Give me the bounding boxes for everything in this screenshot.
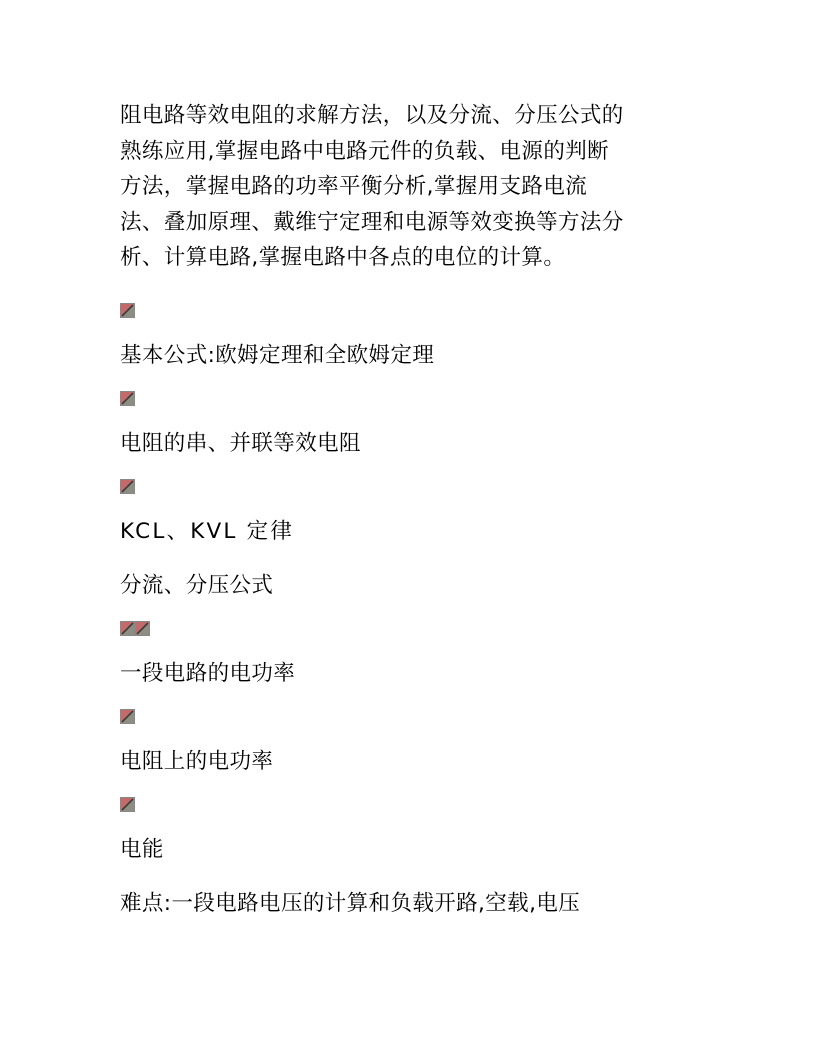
broken-image-icon <box>120 709 135 724</box>
energy-line: 电能 <box>120 837 164 862</box>
broken-image-icon <box>120 479 135 494</box>
image-placeholder-row <box>120 391 135 407</box>
broken-image-icon <box>120 621 135 636</box>
intro-line-1: 阻电路等效电阻的求解方法，以及分流、分压公式的 <box>120 103 624 128</box>
intro-line-2: 熟练应用,掌握电路中电路元件的负载、电源的判断 <box>120 138 610 164</box>
intro-line-5: 析、计算电路,掌握电路中各点的电位的计算。 <box>120 245 566 270</box>
kcl-kvl-line <box>120 517 294 547</box>
broken-image-icon <box>120 391 135 406</box>
difficulty-line: 难点:一段电路电压的计算和负载开路,空载,电压 <box>120 891 581 916</box>
image-placeholder-row <box>120 479 135 495</box>
broken-image-icon <box>135 621 150 636</box>
broken-image-icon <box>120 797 135 812</box>
image-placeholder-row <box>120 709 135 725</box>
image-placeholder-row <box>120 797 135 813</box>
segment-power-line: 一段电路的电功率 <box>120 661 296 686</box>
broken-image-icon <box>120 303 135 318</box>
resistance-line: 电阻的串、并联等效电阻 <box>120 431 361 456</box>
resistor-power-line: 电阻上的电功率 <box>120 749 274 774</box>
intro-paragraph <box>120 98 700 276</box>
image-placeholder-row <box>120 303 135 319</box>
intro-line-4: 法、叠加原理、戴维宁定理和电源等效变换等方法分 <box>120 209 624 235</box>
divider-line: 分流、分压公式 <box>120 573 274 598</box>
kcl-kvl-text: KCL、KVL 定律 <box>120 519 295 544</box>
basic-formula-line: 基本公式:欧姆定理和全欧姆定理 <box>120 343 435 368</box>
image-placeholder-row <box>120 621 150 637</box>
intro-line-3: 方法，掌握电路的功率平衡分析,掌握用支路电流 <box>120 174 588 199</box>
